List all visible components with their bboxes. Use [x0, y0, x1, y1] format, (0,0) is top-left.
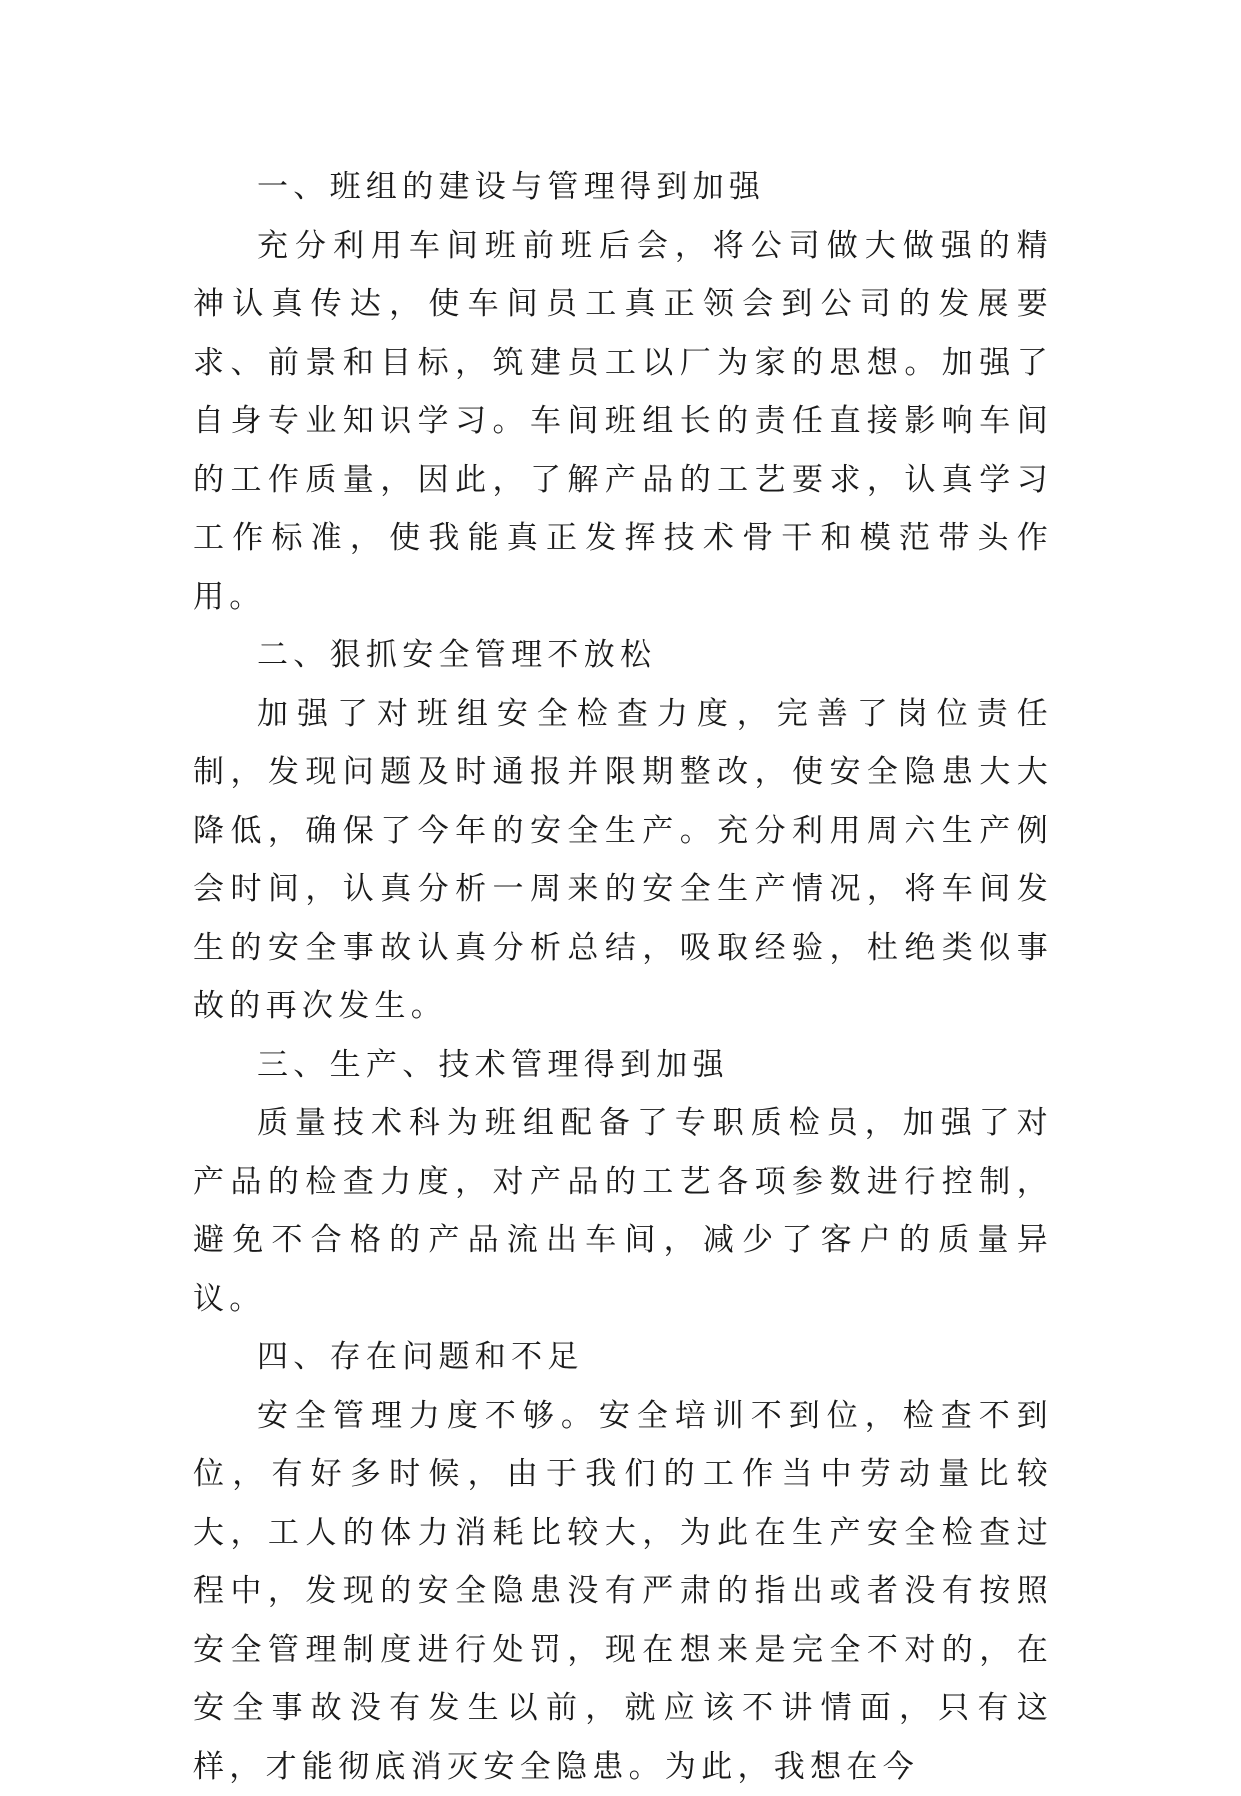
section-heading-1: 一、班组的建设与管理得到加强 — [193, 158, 1053, 217]
section-body-1: 充分利用车间班前班后会，将公司做大做强的精神认真传达，使车间员工真正领会到公司的发展要求、前景和目标，筑建员工以厂为家的思想。加强了自身专业知识学习。车间班组长的责任直接影响车间的工作质量，因此，了解产品的工艺要求，认真学习工作标准，使我能真正发挥技术骨干和模范带头作用。 — [193, 217, 1053, 627]
section-heading-3: 三、生产、技术管理得到加强 — [193, 1036, 1053, 1095]
section-body-2: 加强了对班组安全检查力度，完善了岗位责任制，发现问题及时通报并限期整改，使安全隐患大大降低，确保了今年的安全生产。充分利用周六生产例会时间，认真分析一周来的安全生产情况，将车间发生的安全事故认真分析总结，吸取经验，杜绝类似事故的再次发生。 — [193, 685, 1053, 1036]
section-heading-4: 四、存在问题和不足 — [193, 1328, 1053, 1387]
section-heading-2: 二、狠抓安全管理不放松 — [193, 626, 1053, 685]
document-body — [193, 158, 1053, 1796]
section-body-3: 质量技术科为班组配备了专职质检员，加强了对产品的检查力度，对产品的工艺各项参数进行控制，避免不合格的产品流出车间，减少了客户的质量异议。 — [193, 1094, 1053, 1328]
section-body-4: 安全管理力度不够。安全培训不到位，检查不到位，有好多时候，由于我们的工作当中劳动量比较大，工人的体力消耗比较大，为此在生产安全检查过程中，发现的安全隐患没有严肃的指出或者没有按照安全管理制度进行处罚，现在想来是完全不对的，在安全事故没有发生以前，就应该不讲情面，只有这样，才能彻底消灭安全隐患。为此，我想在今 — [193, 1387, 1053, 1796]
